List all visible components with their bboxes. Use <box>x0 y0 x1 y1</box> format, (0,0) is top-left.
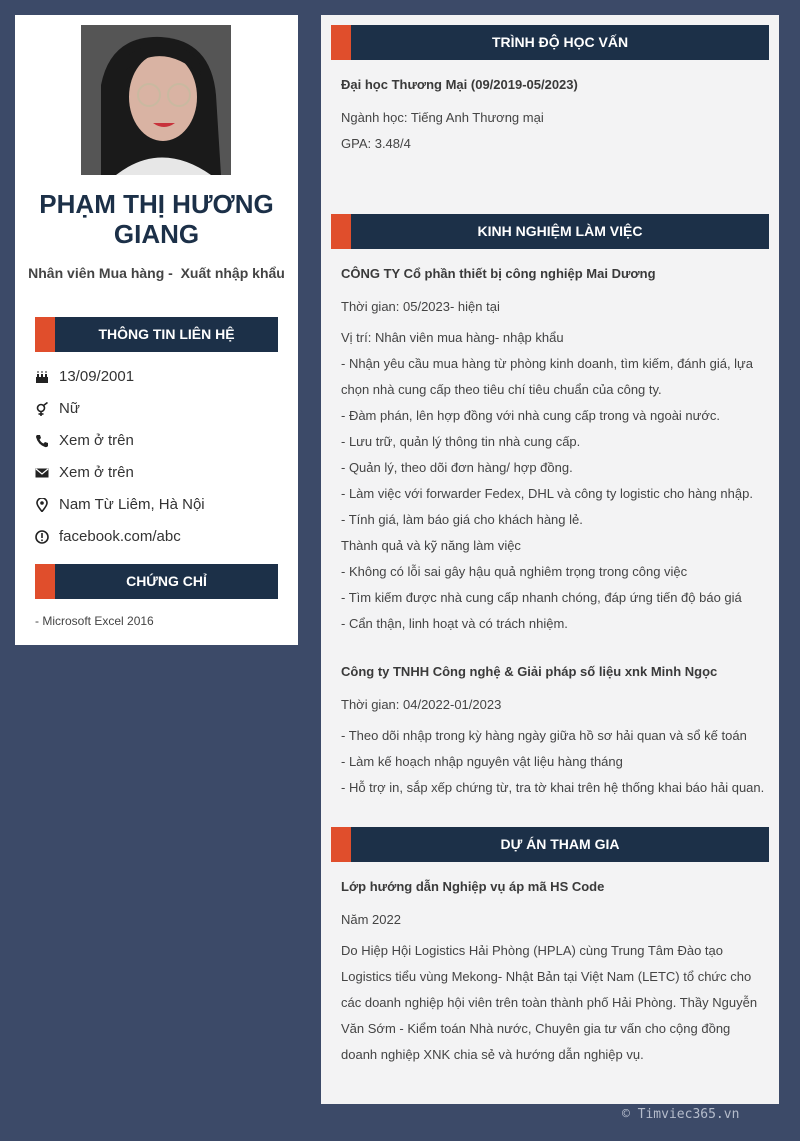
contact-section-header <box>35 317 278 352</box>
right-column <box>321 15 779 1104</box>
email-text: Xem ở trên <box>59 464 134 481</box>
job-detail-line: - Không có lỗi sai gây hậu quả nghiêm trọng trong công việc <box>341 564 688 579</box>
info-circle-icon <box>35 530 49 544</box>
job-detail-line: - Hỗ trợ in, sắp xếp chứng từ, tra tờ khai trên hệ thống khai báo hải quan. <box>341 780 765 795</box>
experience-heading: KINH NGHIỆM LÀM VIỆC <box>477 223 643 239</box>
company-name: CÔNG TY Cổ phần thiết bị công nghiệp Mai Dương <box>341 266 656 281</box>
header-accent <box>35 317 55 352</box>
job-detail-line: - Tìm kiếm được nhà cung cấp nhanh chóng, đáp ứng tiến độ báo giá <box>341 590 742 605</box>
experience-section-header <box>331 214 769 249</box>
projects-section-header <box>331 827 769 862</box>
projects-heading: DỰ ÁN THAM GIA <box>500 836 620 852</box>
address-row <box>35 494 285 518</box>
certificate-item: - Microsoft Excel 2016 <box>35 614 154 628</box>
envelope-icon <box>35 466 49 480</box>
job-detail-line: - Làm việc với forwarder Fedex, DHL và công ty logistic cho hàng nhập. <box>341 486 753 501</box>
job-detail-line: Thành quả và kỹ năng làm việc <box>341 538 521 553</box>
job-title: Nhân viên Mua hàng - Xuất nhập khẩu <box>28 265 285 281</box>
phone-text: Xem ở trên <box>59 432 134 449</box>
major-text: Ngành học: Tiếng Anh Thương mại <box>341 110 544 125</box>
birthday-row <box>35 366 285 390</box>
birthday-text: 13/09/2001 <box>59 368 135 385</box>
school-name: Đại học Thương Mại (09/2019-05/2023) <box>341 77 578 92</box>
job-detail-line: - Lưu trữ, quản lý thông tin nhà cung cấp. <box>341 434 581 449</box>
job-detail-line: Vị trí: Nhân viên mua hàng- nhập khẩu <box>341 330 564 345</box>
gpa-text: GPA: 3.48/4 <box>341 136 411 151</box>
job-detail-line: - Theo dõi nhập trong kỳ hàng ngày giữa hồ sơ hải quan và sổ kế toán <box>341 728 747 743</box>
project-year: Năm 2022 <box>341 912 401 927</box>
phone-row <box>35 430 285 454</box>
birthday-cake-icon <box>35 370 49 384</box>
left-column <box>15 15 298 645</box>
job-detail-line: - Làm kế hoạch nhập nguyên vật liệu hàng tháng <box>341 754 623 769</box>
project-description: Do Hiệp Hội Logistics Hải Phòng (HPLA) cùng Trung Tâm Đào tạo Logistics tiểu vùng Mekong- Nhật Bản tại Việt Nam (LETC) tổ chức cho các doanh nghiệp hội viên trên toàn thành phố Hải Phòng. Thầy Nguyễn Văn Sớm - Kiểm toán Nhà nước, Chuyên gia tư vấn cho cộng đồng doanh nghiệp XNK chia sẻ và hướng dẫn nghiệp vụ. <box>341 943 758 1062</box>
footer-watermark: © Timviec365.vn <box>622 1107 740 1122</box>
project-title: Lớp hướng dẫn Nghiệp vụ áp mã HS Code <box>341 879 605 894</box>
website-text[interactable]: facebook.com/abc <box>59 528 181 545</box>
job-detail-line: - Nhận yêu cầu mua hàng từ phòng kinh doanh, tìm kiếm, đánh giá, lựa chọn nhà cung cấp theo tiêu chí tiêu chuẩn của công ty. <box>341 356 753 397</box>
avatar <box>81 25 231 175</box>
job-detail-line: - Tính giá, làm báo giá cho khách hàng lẻ. <box>341 512 583 527</box>
education-section-header <box>331 25 769 60</box>
job-period: Thời gian: 04/2022-01/2023 <box>341 697 502 712</box>
phone-icon <box>35 434 49 448</box>
header-accent <box>331 214 351 249</box>
candidate-name: PHẠM THỊ HƯƠNG GIANG <box>39 189 274 249</box>
education-heading: TRÌNH ĐỘ HỌC VẤN <box>491 34 629 50</box>
gender-icon <box>35 402 49 416</box>
contact-heading: THÔNG TIN LIÊN HỆ <box>98 326 235 342</box>
gender-row <box>35 398 285 422</box>
job-detail-line: - Đàm phán, lên hợp đồng với nhà cung cấp trong và ngoài nước. <box>341 408 721 423</box>
location-pin-icon <box>35 498 49 512</box>
job-detail-line: - Quản lý, theo dõi đơn hàng/ hợp đồng. <box>341 460 573 475</box>
address-text: Nam Từ Liêm, Hà Nội <box>59 496 205 513</box>
certificate-heading: CHỨNG CHỈ <box>126 573 207 589</box>
gender-text: Nữ <box>59 400 80 417</box>
header-accent <box>331 25 351 60</box>
job-period: Thời gian: 05/2023- hiện tại <box>341 299 500 314</box>
website-row <box>35 526 285 550</box>
header-accent <box>331 827 351 862</box>
job-detail-line: - Cẩn thận, linh hoạt và có trách nhiệm. <box>341 616 568 631</box>
email-row <box>35 462 285 486</box>
certificate-section-header <box>35 564 278 599</box>
header-accent <box>35 564 55 599</box>
company-name: Công ty TNHH Công nghệ & Giải pháp số liệu xnk Minh Ngọc <box>341 664 718 679</box>
